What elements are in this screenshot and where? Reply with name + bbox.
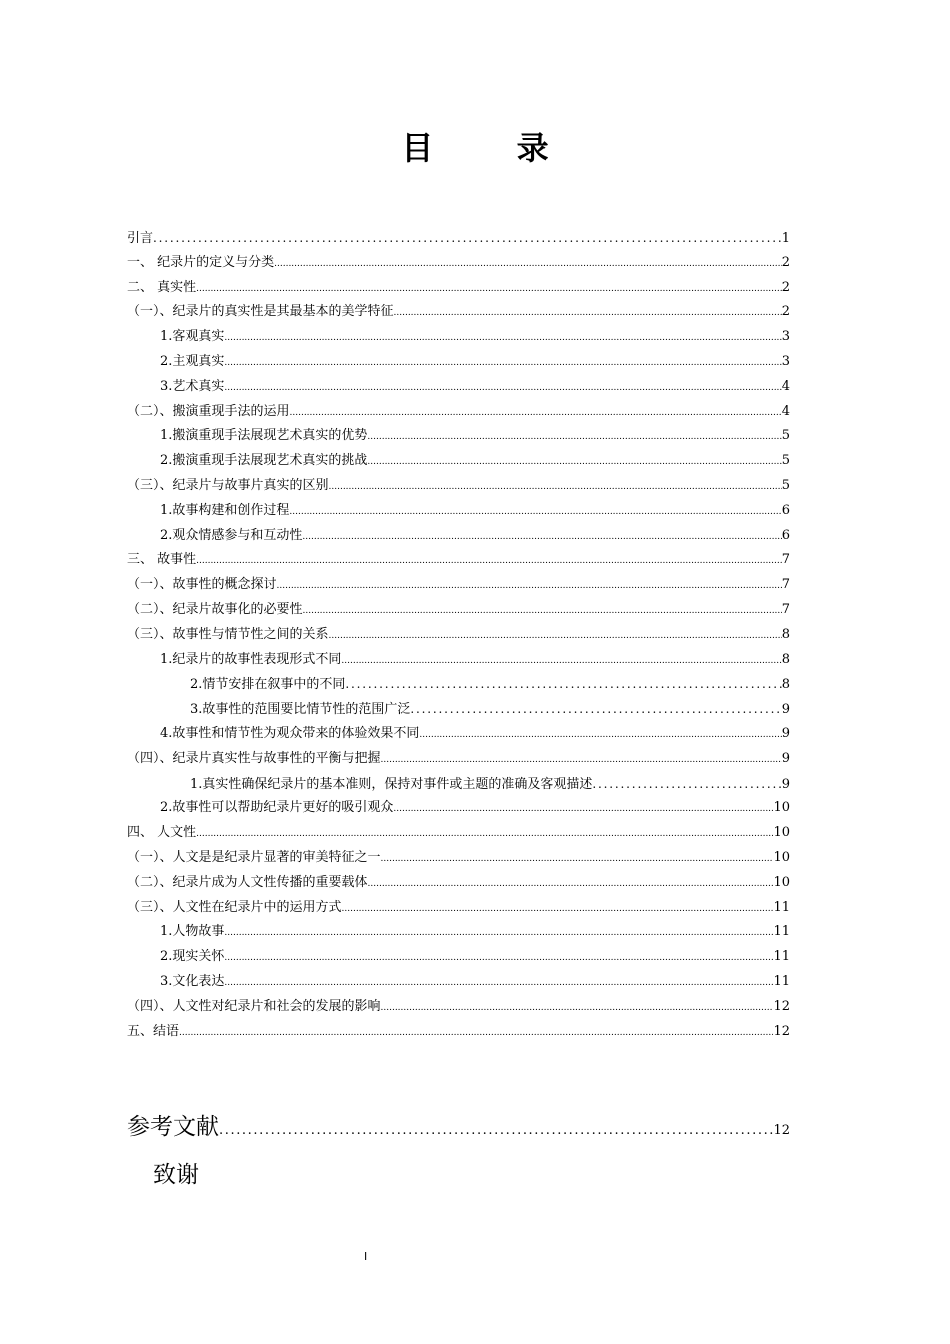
toc-entry[interactable] — [127, 623, 790, 648]
toc-dot-leader — [289, 500, 781, 525]
toc-entry[interactable] — [127, 945, 790, 970]
toc-entry-text: （三）、纪录片与故事片真实的区别 — [127, 477, 329, 493]
toc-entry[interactable] — [127, 896, 790, 921]
toc-dot-leader — [345, 672, 781, 697]
toc-entry-page: 7 — [781, 601, 790, 617]
toc-entry[interactable] — [127, 548, 790, 573]
toc-entry-text: 二、 真实性 — [127, 279, 197, 295]
toc-dot-leader — [367, 450, 781, 475]
toc-entry-page: 8 — [781, 677, 790, 693]
toc-entry-page: 3 — [781, 329, 790, 345]
toc-dot-leader — [367, 425, 781, 450]
toc-dot-leader — [592, 772, 781, 797]
toc-entry[interactable] — [127, 920, 790, 945]
toc-dot-leader — [224, 376, 781, 401]
toc-entry-text: （四）、纪录片真实性与故事性的平衡与把握 — [127, 750, 381, 766]
toc-entry-text: 一、 纪录片的定义与分类 — [127, 254, 275, 270]
toc-entry-text: （三）、人文性在纪录片中的运用方式 — [127, 899, 342, 915]
toc-entry[interactable] — [127, 499, 790, 524]
table-of-contents — [127, 226, 790, 1044]
toc-entry-text: 2.现实关怀 — [160, 949, 225, 965]
toc-entry-page: 11 — [773, 924, 790, 940]
toc-entry[interactable] — [127, 474, 790, 499]
toc-entry[interactable] — [127, 226, 790, 251]
toc-entry[interactable] — [127, 276, 790, 301]
toc-entry-page: 11 — [773, 899, 790, 915]
toc-dot-leader — [274, 252, 782, 277]
toc-entry[interactable] — [127, 970, 790, 995]
toc-entry-page: 11 — [773, 949, 790, 965]
toc-entry[interactable] — [127, 648, 790, 673]
toc-entry[interactable] — [127, 697, 790, 722]
page-number: I — [364, 1250, 368, 1263]
toc-dot-leader — [329, 624, 782, 649]
toc-entry[interactable] — [127, 796, 790, 821]
toc-entry[interactable] — [127, 573, 790, 598]
toc-dot-leader — [341, 649, 781, 674]
toc-dot-leader — [303, 599, 782, 624]
toc-entry-text: 参考文献 — [127, 1114, 219, 1140]
toc-entry-text: 1.真实性确保纪录片的基本准则，保持对事件或主题的准确及客观描述 — [190, 776, 593, 792]
toc-entry[interactable] — [127, 995, 790, 1020]
toc-dot-leader — [219, 1123, 773, 1138]
toc-dot-leader — [342, 897, 774, 922]
toc-entry-text: （二）、纪录片成为人文性传播的重要载体 — [127, 874, 368, 890]
toc-entry-page: 5 — [781, 477, 790, 493]
toc-entry-text: 五、结语 — [127, 1023, 180, 1039]
toc-entry[interactable] — [127, 747, 790, 772]
toc-entry-text: 4.故事性和情节性为观众带来的体验效果不同 — [160, 725, 420, 741]
toc-dot-leader — [224, 971, 773, 996]
toc-dot-leader — [179, 1021, 773, 1046]
toc-entry-page: 10 — [773, 849, 790, 865]
toc-entry[interactable] — [127, 871, 790, 896]
toc-entry-text: （二）、纪录片故事化的必要性 — [127, 601, 303, 617]
toc-entry-page: 2 — [781, 304, 790, 320]
toc-entry-page: 5 — [781, 428, 790, 444]
toc-entry-page: 9 — [781, 725, 790, 741]
toc-entry[interactable] — [127, 598, 790, 623]
toc-dot-leader — [196, 549, 782, 574]
toc-dot-leader — [196, 277, 782, 302]
toc-entry-references[interactable] — [127, 1108, 790, 1141]
toc-entry[interactable] — [127, 375, 790, 400]
toc-entry-text: （一）、纪录片的真实性是其最基本的美学特征 — [127, 304, 394, 320]
toc-dot-leader — [302, 525, 781, 550]
toc-entry-page: 9 — [781, 750, 790, 766]
toc-entry-text: 2.故事性可以帮助纪录片更好的吸引观众 — [160, 800, 394, 816]
toc-entry[interactable] — [127, 325, 790, 350]
toc-entry-page: 5 — [781, 453, 790, 469]
toc-entry-page: 6 — [781, 502, 790, 518]
toc-entry-text: 2.观众情感参与和互动性 — [160, 527, 303, 543]
toc-entry-page: 7 — [781, 552, 790, 568]
toc-dot-leader — [153, 226, 782, 251]
toc-entry[interactable] — [127, 449, 790, 474]
toc-entry[interactable] — [127, 672, 790, 697]
toc-entry-text: 引言 — [127, 231, 154, 246]
toc-dot-leader — [410, 697, 781, 722]
toc-entry-text: 四、 人文性 — [127, 825, 197, 841]
toc-entry-text: （四）、人文性对纪录片和社会的发展的影响 — [127, 998, 381, 1014]
toc-entry-page: 4 — [781, 378, 790, 394]
toc-dot-leader — [290, 401, 782, 426]
toc-entry-text: （一）、故事性的概念探讨 — [127, 577, 277, 593]
toc-entry-text: 3.故事性的范围要比情节性的范围广泛 — [190, 702, 411, 718]
toc-entry[interactable] — [127, 424, 790, 449]
toc-dot-leader — [224, 326, 781, 351]
toc-entry-text: 1.客观真实 — [160, 329, 225, 345]
toc-entry[interactable] — [127, 821, 790, 846]
toc-entry-page: 10 — [773, 800, 790, 816]
toc-entry-page: 1 — [781, 231, 790, 246]
toc-dot-leader — [381, 847, 774, 872]
toc-entry-text: 2.情节安排在叙事中的不同 — [190, 677, 346, 693]
toc-entry-page: 8 — [781, 626, 790, 642]
toc-entry[interactable] — [127, 722, 790, 747]
toc-entry-page: 10 — [773, 825, 790, 841]
toc-dot-leader — [393, 797, 773, 822]
toc-entry-page: 2 — [781, 279, 790, 295]
toc-entry-text: 1.纪录片的故事性表现形式不同 — [160, 651, 342, 667]
toc-entry-text: 1.搬演重现手法展现艺术真实的优势 — [160, 428, 368, 444]
toc-entry-page: 8 — [781, 651, 790, 667]
toc-dot-leader — [381, 996, 774, 1021]
toc-entry-text: 3.文化表达 — [160, 973, 225, 989]
acknowledgements-heading: 致谢 — [153, 1162, 199, 1188]
toc-dot-leader — [394, 301, 782, 326]
toc-entry[interactable] — [127, 772, 790, 797]
toc-entry-text: （一）、人文是是纪录片显著的审美特征之一 — [127, 849, 381, 865]
toc-entry-text: 3.艺术真实 — [160, 378, 225, 394]
toc-entry[interactable] — [127, 300, 790, 325]
toc-entry-page: 12 — [773, 1123, 790, 1138]
toc-entry[interactable] — [127, 524, 790, 549]
toc-entry-page: 4 — [781, 403, 790, 419]
toc-entry[interactable] — [127, 1020, 790, 1045]
toc-entry-page: 7 — [781, 577, 790, 593]
toc-dot-leader — [419, 723, 781, 748]
toc-entry-text: 2.主观真实 — [160, 353, 225, 369]
toc-dot-leader — [224, 921, 773, 946]
toc-entry-page: 9 — [781, 776, 790, 792]
toc-entry-page: 12 — [773, 998, 790, 1014]
toc-dot-leader — [224, 946, 773, 971]
toc-entry-page: 10 — [773, 874, 790, 890]
toc-dot-leader — [277, 574, 782, 599]
toc-entry-text: 1.人物故事 — [160, 924, 225, 940]
toc-entry-text: 2.搬演重现手法展现艺术真实的挑战 — [160, 453, 368, 469]
toc-entry-page: 12 — [773, 1023, 790, 1039]
toc-dot-leader — [381, 748, 782, 773]
page-title: 目 录 — [401, 129, 585, 167]
toc-entry[interactable] — [127, 400, 790, 425]
toc-entry-text: 1.故事构建和创作过程 — [160, 502, 290, 518]
toc-entry-text: （三）、故事性与情节性之间的关系 — [127, 626, 329, 642]
toc-entry[interactable] — [127, 350, 790, 375]
toc-dot-leader — [329, 475, 782, 500]
toc-dot-leader — [196, 822, 773, 847]
toc-entry-text: 三、 故事性 — [127, 552, 197, 568]
toc-dot-leader — [224, 351, 781, 376]
toc-entry[interactable] — [127, 846, 790, 871]
toc-entry-page: 3 — [781, 353, 790, 369]
toc-dot-leader — [368, 872, 774, 897]
toc-entry-page: 9 — [781, 702, 790, 718]
toc-entry-page: 11 — [773, 973, 790, 989]
toc-entry[interactable] — [127, 251, 790, 276]
toc-entry-page: 2 — [781, 254, 790, 270]
toc-entry-text: （二）、搬演重现手法的运用 — [127, 403, 290, 419]
toc-entry-page: 6 — [781, 527, 790, 543]
